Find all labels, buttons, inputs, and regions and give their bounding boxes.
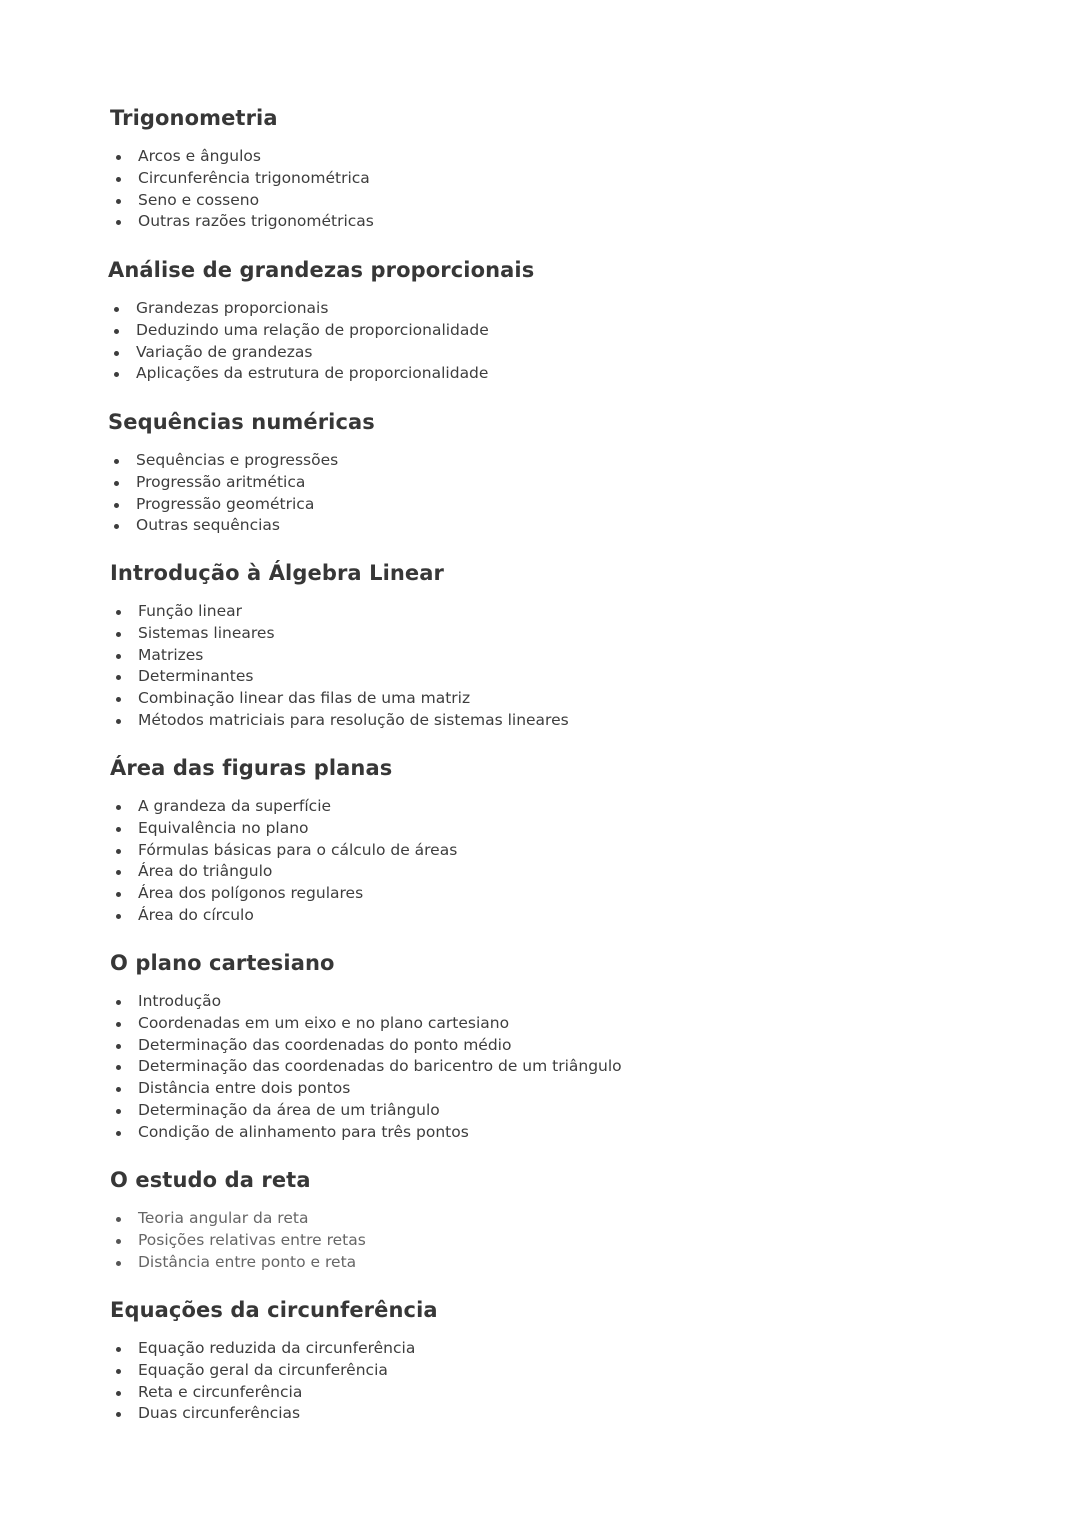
- list-item: [116, 1360, 415, 1382]
- section-heading: Sequências numéricas: [108, 410, 375, 434]
- list-item-label: Equivalência no plano: [138, 818, 309, 837]
- list-item: [116, 601, 569, 623]
- bullet-icon: [116, 610, 121, 615]
- list-item: [116, 861, 457, 883]
- list-item: [116, 710, 569, 732]
- bullet-icon: [114, 481, 119, 486]
- list-item-label: Métodos matriciais para resolução de sistemas lineares: [138, 710, 569, 729]
- list-item-label: Coordenadas em um eixo e no plano cartesiano: [138, 1013, 510, 1032]
- list-item: [116, 1403, 415, 1425]
- list-item-label: Reta e circunferência: [138, 1382, 303, 1401]
- bullet-icon: [116, 1412, 121, 1417]
- bullet-icon: [116, 870, 121, 875]
- list-item-label: Área do círculo: [138, 905, 254, 924]
- section-heading: Equações da circunferência: [110, 1298, 438, 1322]
- bullet-icon: [116, 199, 121, 204]
- list-item-label: Equação reduzida da circunferência: [138, 1339, 416, 1357]
- list-item: [116, 666, 569, 688]
- list-item: [116, 1056, 622, 1078]
- bullet-icon: [116, 849, 121, 854]
- section-heading: Trigonometria: [110, 106, 278, 130]
- list-item: [116, 1013, 622, 1035]
- list-item-label: Determinantes: [138, 667, 254, 686]
- list-item: [116, 1252, 366, 1274]
- topic-list: [116, 146, 374, 233]
- bullet-icon: [116, 155, 121, 160]
- bullet-icon: [116, 1261, 121, 1266]
- bullet-icon: [116, 1347, 121, 1352]
- bullet-icon: [116, 1239, 121, 1244]
- list-item: [116, 905, 457, 927]
- list-item: [116, 796, 457, 818]
- list-item-label: Outras sequências: [136, 516, 281, 535]
- list-item: [116, 840, 457, 862]
- bullet-icon: [114, 459, 119, 464]
- list-item-label: Deduzindo uma relação de proporcionalidade: [136, 320, 489, 339]
- list-item: [116, 1208, 366, 1230]
- bullet-icon: [114, 372, 119, 377]
- list-item: [116, 818, 457, 840]
- topic-list: [116, 1208, 366, 1273]
- list-item: [116, 1122, 622, 1144]
- list-item: [114, 363, 489, 385]
- bullet-icon: [114, 329, 119, 334]
- topic-list: [114, 450, 338, 537]
- bullet-icon: [116, 892, 121, 897]
- bullet-icon: [116, 1044, 121, 1049]
- topic-list: [114, 298, 489, 385]
- bullet-icon: [114, 351, 119, 356]
- list-item: [114, 515, 338, 537]
- list-item-label: Matrizes: [138, 645, 204, 664]
- topic-list: [116, 601, 569, 732]
- list-item-label: Distância entre dois pontos: [138, 1079, 351, 1098]
- list-item-label: Determinação das coordenadas do baricentro de um triângulo: [138, 1057, 622, 1076]
- section-heading: Introdução à Álgebra Linear: [110, 561, 445, 585]
- section-heading: O estudo da reta: [110, 1168, 311, 1192]
- list-item: [116, 1078, 622, 1100]
- list-item-label: Determinação das coordenadas do ponto médio: [138, 1035, 512, 1054]
- list-item-label: Progressão aritmética: [136, 472, 306, 491]
- list-item: [116, 623, 569, 645]
- list-item-label: Arcos e ângulos: [138, 147, 261, 165]
- list-item-label: A grandeza da superfície: [138, 797, 332, 815]
- bullet-icon: [116, 177, 121, 182]
- list-item: [116, 1230, 366, 1252]
- section-heading: Área das figuras planas: [110, 756, 393, 780]
- list-item-label: Fórmulas básicas para o cálculo de áreas: [138, 840, 458, 859]
- bullet-icon: [114, 503, 119, 508]
- list-item: [114, 450, 338, 472]
- list-item-label: Grandezas proporcionais: [136, 299, 329, 317]
- topic-list: [116, 991, 622, 1144]
- bullet-icon: [116, 1369, 121, 1374]
- list-item: [116, 688, 569, 710]
- list-item-label: Função linear: [138, 602, 242, 620]
- bullet-icon: [114, 524, 119, 529]
- bullet-icon: [116, 675, 121, 680]
- list-item: [114, 472, 338, 494]
- bullet-icon: [116, 827, 121, 832]
- bullet-icon: [116, 654, 121, 659]
- list-item-label: Equação geral da circunferência: [138, 1360, 388, 1379]
- bullet-icon: [116, 805, 121, 810]
- section-heading: O plano cartesiano: [110, 951, 335, 975]
- list-item: [114, 342, 489, 364]
- list-item-label: Sistemas lineares: [138, 623, 275, 642]
- list-item-label: Combinação linear das filas de uma matriz: [138, 689, 471, 708]
- list-item-label: Duas circunferências: [138, 1404, 301, 1423]
- list-item-label: Condição de alinhamento para três pontos: [138, 1122, 469, 1141]
- list-item: [116, 168, 374, 190]
- bullet-icon: [116, 1391, 121, 1396]
- list-item: [116, 991, 622, 1013]
- bullet-icon: [116, 719, 121, 724]
- list-item: [116, 1035, 622, 1057]
- bullet-icon: [116, 914, 121, 919]
- bullet-icon: [116, 1217, 121, 1222]
- bullet-icon: [116, 697, 121, 702]
- list-item-label: Introdução: [138, 992, 222, 1010]
- list-item: [116, 211, 374, 233]
- list-item-label: Progressão geométrica: [136, 494, 315, 513]
- bullet-icon: [116, 220, 121, 225]
- list-item: [116, 883, 457, 905]
- bullet-icon: [116, 1000, 121, 1005]
- list-item-label: Posições relativas entre retas: [138, 1230, 366, 1249]
- bullet-icon: [116, 1087, 121, 1092]
- topic-list: [116, 796, 457, 927]
- list-item: [116, 1382, 415, 1404]
- list-item-label: Área dos polígonos regulares: [138, 884, 364, 903]
- list-item: [116, 146, 374, 168]
- list-item: [114, 320, 489, 342]
- list-item-label: Outras razões trigonométricas: [138, 212, 374, 231]
- list-item: [116, 190, 374, 212]
- list-item-label: Distância entre ponto e reta: [138, 1252, 357, 1271]
- list-item-label: Determinação da área de um triângulo: [138, 1100, 440, 1119]
- list-item: [114, 494, 338, 516]
- list-item-label: Variação de grandezas: [136, 342, 313, 361]
- list-item-label: Circunferência trigonométrica: [138, 168, 370, 187]
- list-item: [114, 298, 489, 320]
- bullet-icon: [116, 1065, 121, 1070]
- list-item: [116, 645, 569, 667]
- section-heading: Análise de grandezas proporcionais: [108, 258, 535, 282]
- list-item: [116, 1338, 415, 1360]
- list-item: [116, 1100, 622, 1122]
- bullet-icon: [116, 1109, 121, 1114]
- bullet-icon: [116, 632, 121, 637]
- list-item-label: Sequências e progressões: [136, 451, 339, 469]
- list-item-label: Aplicações da estrutura de proporcionalidade: [136, 364, 489, 383]
- bullet-icon: [116, 1131, 121, 1136]
- list-item-label: Seno e cosseno: [138, 190, 260, 209]
- list-item-label: Área do triângulo: [138, 862, 273, 881]
- topic-list: [116, 1338, 415, 1425]
- bullet-icon: [114, 307, 119, 312]
- bullet-icon: [116, 1022, 121, 1027]
- list-item-label: Teoria angular da reta: [138, 1209, 309, 1227]
